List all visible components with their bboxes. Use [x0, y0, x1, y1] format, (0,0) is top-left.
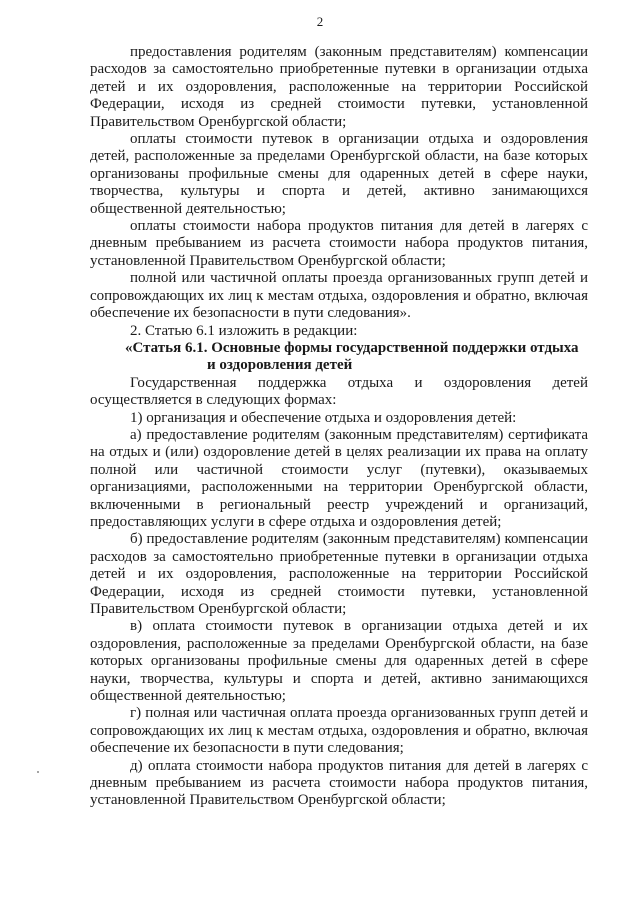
article-subitem-d: д) оплата стоимости набора продуктов питания для детей в лагерях с дневным пребыванием из расчета стоимости набора продуктов питания, установленной Правительством Оренбургской области;	[90, 757, 588, 809]
paragraph-travel-payment: полной или частичной оплаты проезда организованных групп детей и сопровождающих их лиц к местам отдыха, оздоровления и обратно, включая обеспечение их безопасности в пути следования».	[90, 270, 588, 322]
article-item-1: 1) организация и обеспечение отдыха и оздоровления детей:	[130, 409, 517, 426]
scan-speck	[37, 771, 39, 773]
article-subitem-b: б) предоставление родителям (законным представителям) компенсации расходов за самостоятельно приобретенные путевки в организации отдыха детей и их оздоровления, расположенные на территории Российской Федерации, исходя из средней стоимости путевки, установленной Правительством Оренбургской области;	[90, 531, 588, 617]
article-heading-line1: «Статья 6.1. Основные формы государственной поддержки отдыха	[125, 339, 579, 356]
article-subitem-v: в) оплата стоимости путевок в организации отдыха детей и их оздоровления, расположенные за пределами Оренбургской области, на базе которых организованы профильные смены для одаренных детей в сфере науки, творчества, культуры и спорта и детей, активно занимающихся общественной деятельностью;	[90, 618, 588, 705]
page-number: 2	[316, 14, 324, 29]
article-subitem-g: г) полная или частичная оплата проезда организованных групп детей и сопровождающих их лиц к местам отдыха, оздоровления и обратно, включая обеспечение их безопасности в пути следования;	[90, 705, 588, 757]
paragraph-compensation: предоставления родителям (законным представителям) компенсации расходов за самостоятельно приобретенные путевки в организации отдыха детей и их оздоровления, расположенные на территории Российской Федерации, исходя из средней стоимости путевки, установленной Правительством Оренбургской области;	[90, 44, 588, 130]
article-heading	[90, 340, 588, 375]
paragraph-amendment-instruction: 2. Статью 6.1 изложить в редакции:	[130, 322, 358, 339]
paragraph-food-payment: оплаты стоимости набора продуктов питания для детей в лагерях с дневным пребыванием из расчета стоимости набора продуктов питания, установленной Правительством Оренбургской области;	[90, 218, 588, 269]
article-paragraph-intro: Государственная поддержка отдыха и оздоровления детей осуществляется в следующих формах:	[90, 374, 588, 409]
article-subitem-a: а) предоставление родителям (законным представителям) сертификата на отдых и (или) оздоровление детей в целях реализации их права на оплату полной или частичной стоимости услуг (путевки), оказываемых организациями, расположенными на территории Оренбургской области, включенными в региональный реестр учреждений и организаций, предоставляющих услуги в сфере отдыха и оздоровления детей;	[90, 426, 588, 530]
document-body	[90, 44, 588, 810]
paragraph-vouchers-outside-region: оплаты стоимости путевок в организации отдыха и оздоровления детей, расположенные за пределами Оренбургской области, на базе которых организованы профильные смены для одаренных детей в сфере науки, творчества, культуры и спорта и детей, активно занимающихся общественной деятельностью;	[90, 131, 588, 217]
article-heading-line2: и оздоровления детей	[207, 357, 353, 374]
